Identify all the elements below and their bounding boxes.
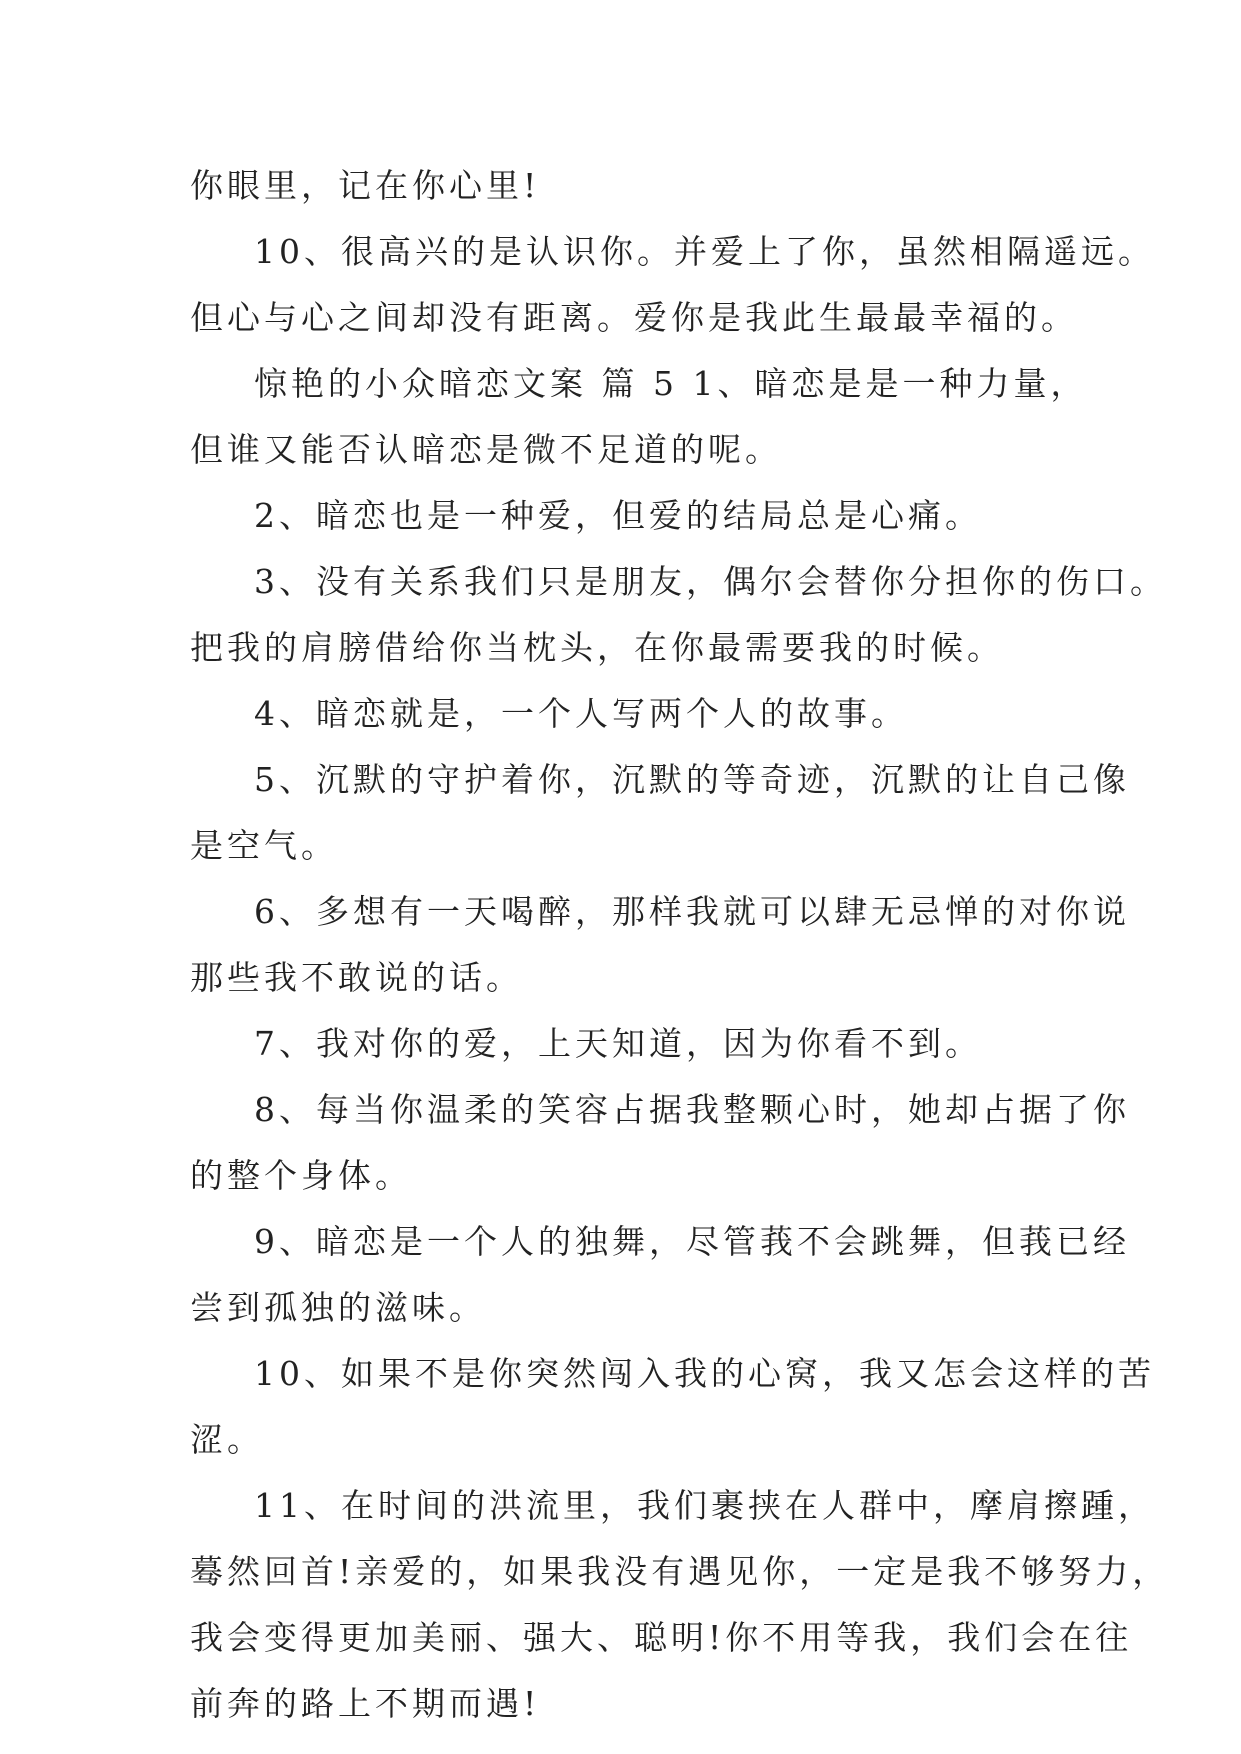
text-line: 惊艳的小众暗恋文案 篇 5 1、暗恋是是一种力量， — [254, 364, 1088, 403]
text-line: 4、暗恋就是，一个人写两个人的故事。 — [254, 694, 908, 733]
text-line: 但谁又能否认暗恋是微不足道的呢。 — [190, 430, 782, 469]
text-line: 我会变得更加美丽、强大、聪明!你不用等我，我们会在往 — [190, 1618, 1133, 1657]
text-line: 是空气。 — [190, 826, 338, 865]
text-line: 涩。 — [190, 1420, 264, 1459]
text-line: 5、沉默的守护着你，沉默的等奇迹，沉默的让自己像 — [254, 760, 1130, 799]
text-line: 10、如果不是你突然闯入我的心窝，我又怎会这样的苦 — [254, 1354, 1155, 1393]
text-line: 6、多想有一天喝醉，那样我就可以肆无忌惮的对你说 — [254, 892, 1130, 931]
text-line: 3、没有关系我们只是朋友，偶尔会替你分担你的伤口。 — [254, 562, 1167, 601]
text-line: 9、暗恋是一个人的独舞，尽管莪不会跳舞，但莪已经 — [254, 1222, 1130, 1261]
text-line: 11、在时间的洪流里，我们裹挟在人群中，摩肩擦踵， — [254, 1486, 1155, 1525]
text-line: 但心与心之间却没有距离。爱你是我此生最最幸福的。 — [190, 298, 1078, 337]
text-line: 7、我对你的爱，上天知道，因为你看不到。 — [254, 1024, 982, 1063]
text-line: 尝到孤独的滋味。 — [190, 1288, 486, 1327]
text-line: 8、每当你温柔的笑容占据我整颗心时，她却占据了你 — [254, 1090, 1130, 1129]
text-line: 那些我不敢说的话。 — [190, 958, 523, 997]
text-line: 把我的肩膀借给你当枕头，在你最需要我的时候。 — [190, 628, 1004, 667]
text-line: 前奔的路上不期而遇! — [190, 1684, 541, 1723]
text-line: 你眼里，记在你心里! — [190, 166, 541, 205]
text-line: 10、很高兴的是认识你。并爱上了你，虽然相隔遥远。 — [254, 232, 1155, 271]
text-line: 蓦然回首!亲爱的，如果我没有遇见你，一定是我不够努力， — [190, 1552, 1170, 1591]
text-line: 的整个身体。 — [190, 1156, 412, 1195]
text-line: 2、暗恋也是一种爱，但爱的结局总是心痛。 — [254, 496, 982, 535]
